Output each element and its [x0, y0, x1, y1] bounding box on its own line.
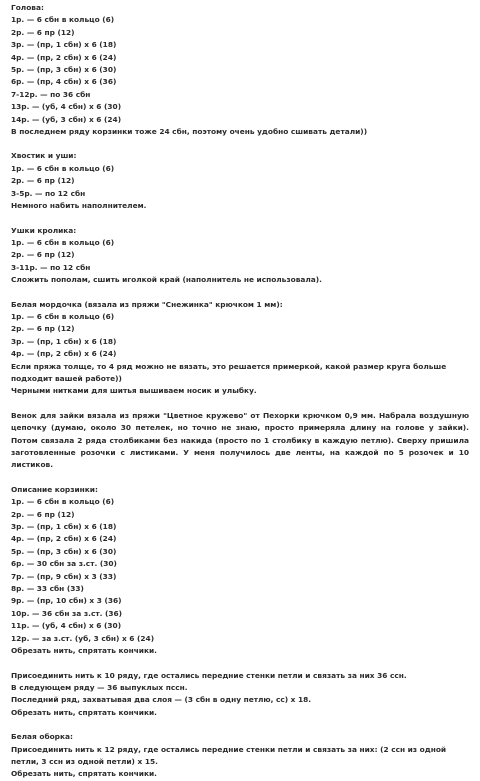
text-line: 6р. — 30 сбн за з.ст. (30) — [11, 559, 117, 569]
text-line: Обрезать нить, спрятать кончики. — [11, 646, 157, 656]
text-line: 11р. — (уб, 4 сбн) х 6 (30) — [11, 621, 122, 631]
text-line: 2р. — 6 пр (12) — [11, 324, 75, 334]
section-basket — [11, 484, 471, 658]
section-title: Описание корзинки: — [11, 484, 98, 494]
section-tail-ears — [11, 150, 471, 212]
text-line: 1р. — 6 сбн в кольцо (6) — [11, 163, 115, 173]
text-line: Немного набить наполнителем. — [11, 201, 147, 211]
text-line: 8р. — 33 сбн (33) — [11, 584, 84, 594]
text-line: 7-12р. — по 36 сбн — [11, 89, 91, 99]
spacer — [11, 138, 471, 150]
text-line: 3р. — (пр, 1 сбн) х 6 (18) — [11, 40, 117, 50]
section-rabbit-ears — [11, 225, 471, 287]
text-line: 2р. — 6 пр (12) — [11, 176, 75, 186]
text-line: Обрезать нить, спрятать кончики. — [11, 707, 157, 717]
text-line: В последнем ряду корзинки тоже 24 сбн, поэтому очень удобно сшивать детали)) — [11, 127, 368, 137]
text-line: 2р. — 6 пр (12) — [11, 27, 75, 37]
text-line: 13р. — (уб, 4 сбн) х 6 (30) — [11, 102, 122, 112]
section-white-frill — [11, 731, 471, 781]
text-line: 1р. — 6 сбн в кольцо (6) — [11, 15, 115, 25]
section-wreath — [11, 410, 471, 472]
text-line: 2р. — 6 пр (12) — [11, 250, 75, 260]
spacer — [11, 658, 471, 670]
text-line: Если пряжа толще, то 4 ряд можно не вязать, это решается примеркой, какой размер круга больше подходит вашей работе)) — [11, 361, 447, 383]
section-basket-edge — [11, 670, 471, 720]
text-line: Обрезать нить, спрятать кончики. — [11, 769, 157, 779]
section-head — [11, 2, 471, 138]
section-title: Белая мордочка (вязала из пряжи "Снежинка" крючком 1 мм): — [11, 299, 283, 309]
text-line: Присоединить нить к 10 ряду, где остались передние стенки петли и связать за них 36 ссн. — [11, 670, 407, 680]
text-line: 3-11р. — по 12 сбн — [11, 262, 91, 272]
paragraph: Венок для зайки вязала из пряжи "Цветное кружево" от Пехорки крючком 0,9 мм. Набрала воздушную цепочку (думаю, около 30 петелек, но точно не знаю, просто примеряла длину на голове у зайки). Потом связала 2 ряда столбиками без накида (просто по 1 столбику в каждую петлю). Сверху пришила заготовленные розочки с листиками. У меня получилось две ленты, на каждой по 5 розочек и 10 листиков. — [11, 410, 469, 470]
text-line: 10р. — 36 сбн за з.ст. (36) — [11, 608, 123, 618]
text-line: Черными нитками для шитья вышиваем носик и улыбку. — [11, 386, 257, 396]
spacer — [11, 213, 471, 225]
spacer — [11, 472, 471, 484]
text-line: 12р. — за з.ст. (уб, 3 сбн) х 6 (24) — [11, 633, 155, 643]
spacer — [11, 719, 471, 731]
text-line: 6р. — (пр, 4 сбн) х 6 (36) — [11, 77, 117, 87]
text-line: 1р. — 6 сбн в кольцо (6) — [11, 311, 115, 321]
section-title: Голова: — [11, 3, 44, 12]
spacer — [11, 287, 471, 299]
text-line: 5р. — (пр, 3 сбн) х 6 (30) — [11, 65, 117, 75]
section-white-muzzle — [11, 299, 471, 398]
text-line: 5р. — (пр, 3 сбн) х 6 (30) — [11, 546, 117, 556]
text-line: 14р. — (уб, 3 сбн) х 6 (24) — [11, 114, 122, 124]
text-line: 1р. — 6 сбн в кольцо (6) — [11, 237, 115, 247]
text-line: 3р. — (пр, 1 сбн) х 6 (18) — [11, 522, 117, 532]
section-title: Ушки кролика: — [11, 225, 77, 235]
text-line: 4р. — (пр, 2 сбн) х 6 (24) — [11, 52, 117, 62]
text-line: 4р. — (пр, 2 сбн) х 6 (24) — [11, 534, 117, 544]
spacer — [11, 398, 471, 410]
text-line: Присоединить нить к 12 ряду, где остались передние стенки петли и связать за них: (2 ссн из одной петли, 3 ссн из одной петли) х 15. — [11, 744, 447, 766]
text-line: В следующем ряду — 36 выпуклых пссн. — [11, 682, 188, 692]
text-line: 3-5р. — по 12 сбн — [11, 188, 86, 198]
text-line: 3р. — (пр, 1 сбн) х 6 (18) — [11, 336, 117, 346]
section-title: Белая оборка: — [11, 732, 73, 742]
text-line: 7р. — (пр, 9 сбн) х 3 (33) — [11, 571, 117, 581]
text-line: 2р. — 6 пр (12) — [11, 509, 75, 519]
section-title: Хвостик и уши: — [11, 151, 77, 161]
text-line: Последний ряд, захватывая два слоя — (3 сбн в одну петлю, сс) х 18. — [11, 695, 312, 705]
text-line: 9р. — (пр, 10 сбн) х 3 (36) — [11, 596, 122, 606]
text-line: 4р. — (пр, 2 сбн) х 6 (24) — [11, 349, 117, 359]
text-line: 1р. — 6 сбн в кольцо (6) — [11, 497, 115, 507]
text-line: Сложить пополам, сшить иголкой край (наполнитель не использовала). — [11, 275, 322, 285]
